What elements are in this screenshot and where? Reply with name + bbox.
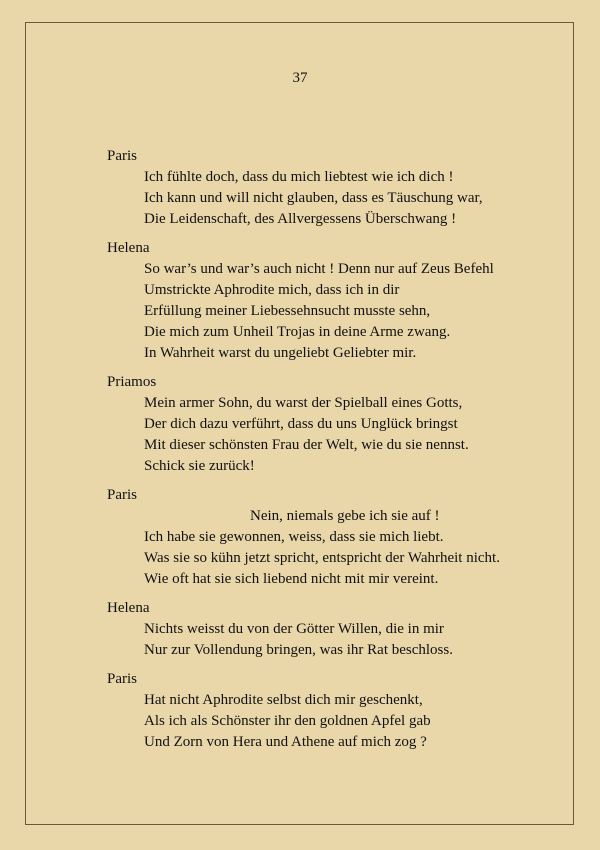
speaker-name: Paris: [107, 148, 137, 164]
verse-line: Und Zorn von Hera und Athene auf mich zog ?: [144, 734, 427, 750]
verse-line: Mit dieser schönsten Frau der Welt, wie du sie nennst.: [144, 437, 469, 453]
verse-line: So war’s und war’s auch nicht ! Denn nur auf Zeus Befehl: [144, 261, 494, 277]
speaker-name: Helena: [107, 240, 150, 256]
verse-line: Erfüllung meiner Liebessehnsucht musste sehn,: [144, 303, 431, 319]
page-number: 37: [292, 70, 308, 86]
verse-line: Wie oft hat sie sich liebend nicht mit mir vereint.: [144, 571, 439, 587]
verse-line-indented: Nein, niemals gebe ich sie auf !: [250, 508, 440, 524]
speaker-name: Paris: [107, 671, 137, 687]
verse-line: Ich habe sie gewonnen, weiss, dass sie mich liebt.: [144, 529, 444, 545]
verse-line: Mein armer Sohn, du warst der Spielball eines Gotts,: [144, 395, 463, 411]
verse-line: Hat nicht Aphrodite selbst dich mir geschenkt,: [144, 692, 423, 708]
verse-line: Umstrickte Aphrodite mich, dass ich in dir: [144, 282, 400, 298]
speaker-name: Priamos: [107, 374, 157, 390]
speaker-name: Paris: [107, 487, 137, 503]
verse-line: Was sie so kühn jetzt spricht, entspricht der Wahrheit nicht.: [144, 550, 500, 566]
verse-line: Nichts weisst du von der Götter Willen, die in mir: [144, 621, 444, 637]
verse-line: Der dich dazu verführt, dass du uns Unglück bringst: [144, 416, 458, 432]
speaker-name: Helena: [107, 600, 150, 616]
verse-line: Die mich zum Unheil Trojas in deine Arme zwang.: [144, 324, 451, 340]
verse-line: Ich fühlte doch, dass du mich liebtest wie ich dich !: [144, 169, 454, 185]
verse-line: Die Leidenschaft, des Allvergessens Überschwang !: [144, 211, 457, 227]
verse-line: In Wahrheit warst du ungeliebt Geliebter mir.: [144, 345, 417, 361]
verse-line: Nur zur Vollendung bringen, was ihr Rat beschloss.: [144, 642, 453, 658]
verse-line: Schick sie zurück!: [144, 458, 255, 474]
verse-line: Als ich als Schönster ihr den goldnen Apfel gab: [144, 713, 431, 729]
verse-line: Ich kann und will nicht glauben, dass es Täuschung war,: [144, 190, 483, 206]
